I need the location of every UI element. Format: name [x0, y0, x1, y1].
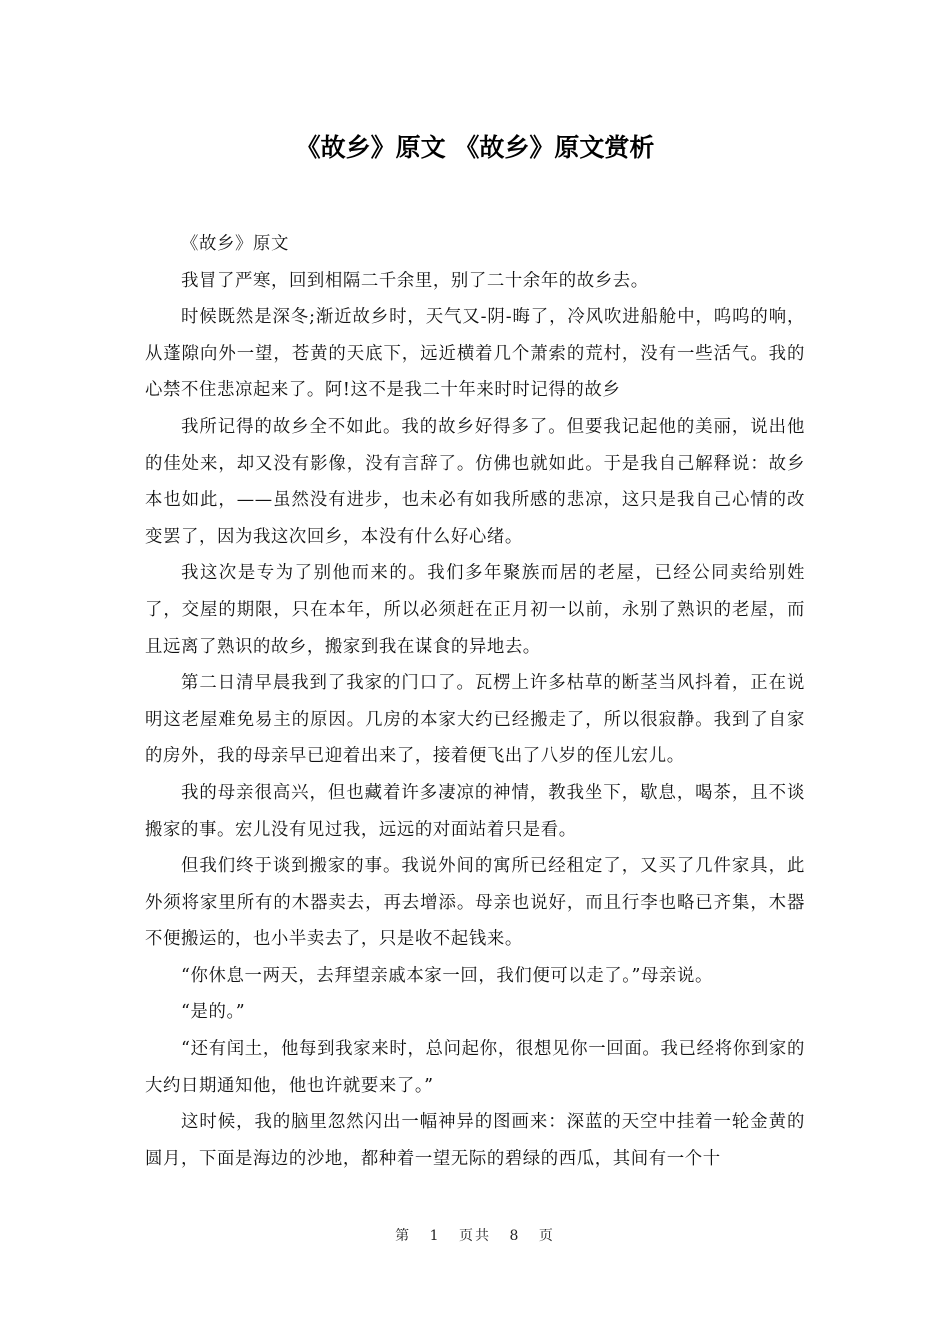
paragraph: 时候既然是深冬;渐近故乡时，天气又-阴-晦了，冷风吹进船舱中，呜呜的响，从蓬隙向外一望，苍黄的天底下，远近横着几个萧索的荒村，没有一些活气。我的心禁不住悲凉起来了。阿!这不是我二十年来时时记得的故乡 [145, 307, 805, 401]
paragraph: “还有闰土，他每到我家来时，总问起你，很想见你一回面。我已经将你到家的大约日期通知他，他也许就要来了。” [145, 1039, 805, 1096]
paragraph: “是的。” [181, 1002, 246, 1023]
document-body [145, 226, 805, 1177]
paragraph: 第二日清早晨我到了我家的门口了。瓦楞上许多枯草的断茎当风抖着，正在说明这老屋难免易主的原因。几房的本家大约已经搬走了，所以很寂静。我到了自家的房外，我的母亲早已迎着出来了，接着便飞出了八岁的侄儿宏儿。 [145, 673, 805, 767]
paragraph: 我这次是专为了别他而来的。我们多年聚族而居的老屋，已经公同卖给别姓了，交屋的期限，只在本年，所以必须赶在正月初一以前，永别了熟识的老屋，而且远离了熟识的故乡，搬家到我在谋食的异地去。 [145, 563, 805, 657]
footer-prefix: 第 [395, 1228, 412, 1244]
footer-middle: 页共 [459, 1228, 491, 1244]
document-title: 《故乡》原文 《故乡》原文赏析 [295, 133, 655, 162]
page-footer [0, 1226, 950, 1246]
footer-suffix: 页 [538, 1228, 555, 1244]
paragraph: 但我们终于谈到搬家的事。我说外间的寓所已经租定了，又买了几件家具，此外须将家里所有的木器卖去，再去增添。母亲也说好，而且行李也略已齐集，木器不便搬运的，也小半卖去了，只是收不起钱来。 [145, 856, 805, 950]
footer-current-page: 1 [429, 1228, 441, 1244]
paragraph: 我所记得的故乡全不如此。我的故乡好得多了。但要我记起他的美丽，说出他的佳处来，却又没有影像，没有言辞了。仿佛也就如此。于是我自己解释说：故乡 本也如此，——虽然没有进步，也未必有如我所感的悲凉，这只是我自己心情的改变罢了，因为我这次回乡，本没有什么好心绪。 [145, 416, 805, 547]
paragraph: 我的母亲很高兴，但也藏着许多凄凉的神情，教我坐下，歇息，喝茶，且不谈搬家的事。宏儿没有见过我，远远的对面站着只是看。 [145, 782, 805, 840]
paragraph: “你休息一两天，去拜望亲戚本家一回，我们便可以走了。”母亲说。 [181, 965, 714, 986]
paragraph: 《故乡》原文 [181, 234, 289, 254]
footer-total-pages: 8 [509, 1228, 521, 1244]
paragraph: 我冒了严寒，回到相隔二千余里，别了二十余年的故乡去。 [181, 270, 649, 291]
paragraph: 这时候，我的脑里忽然闪出一幅神异的图画来：深蓝的天空中挂着一轮金黄的圆月，下面是海边的沙地，都种着一望无际的碧绿的西瓜，其间有一个十 [145, 1112, 805, 1169]
